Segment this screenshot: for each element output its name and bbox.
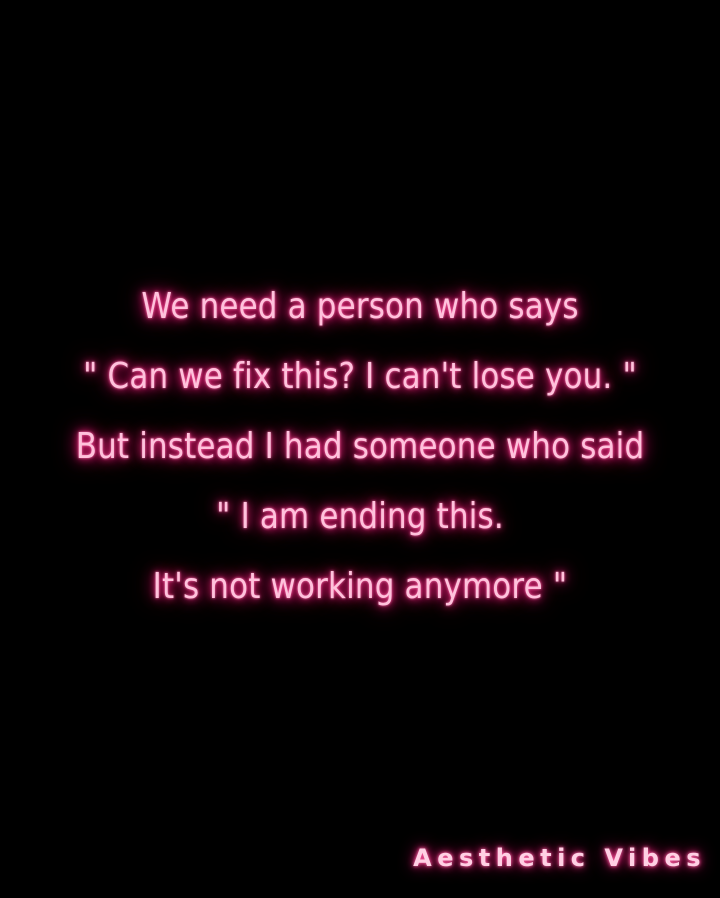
quote-line-3: But instead I had someone who said [75, 426, 645, 467]
quote-line-4: " I am ending this. [216, 496, 504, 537]
quote-line-5: It's not working anymore " [152, 566, 568, 607]
quote-line-2: " Can we fix this? I can't lose you. " [83, 356, 637, 397]
quote-line-1: We need a person who says [141, 286, 579, 327]
quote-text-block [0, 272, 720, 622]
signature-watermark: Aesthetic Vibes [413, 844, 706, 872]
